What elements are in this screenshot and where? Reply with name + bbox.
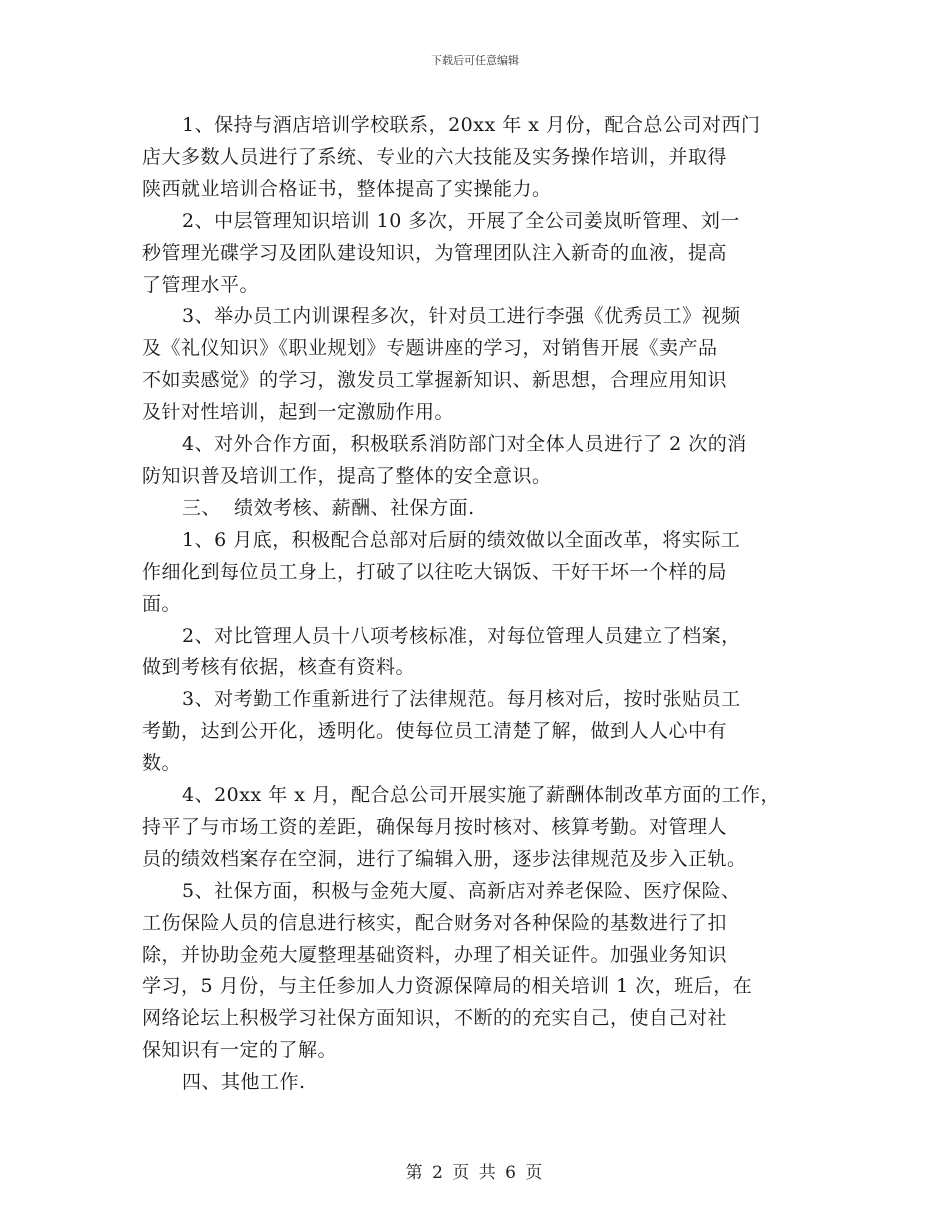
paragraph-line: 员的绩效档案存在空洞，进行了编辑入册，逐步法律规范及步入正轨。 bbox=[142, 847, 747, 870]
paragraph-line: 数。 bbox=[142, 752, 182, 775]
paragraph-line: 5、社保方面，积极与金苑大厦、高新店对养老保险、医疗保险、 bbox=[182, 879, 741, 902]
paragraph-line: 考勤，达到公开化，透明化。使每位员工清楚了解，做到人人心中有 bbox=[142, 720, 728, 743]
paragraph-line: 网络论坛上积极学习社保方面知识，不断的的充实自己，使自己对社 bbox=[142, 1007, 728, 1030]
document-body bbox=[142, 110, 812, 1099]
paragraph-line: 持平了与市场工资的差距，确保每月按时核对、核算考勤。对管理人 bbox=[142, 815, 728, 838]
page-footer: 第 2 页 共 6 页 bbox=[405, 1163, 545, 1183]
paragraph-line: 秒管理光碟学习及团队建设知识，为管理团队注入新奇的血液，提高 bbox=[142, 241, 728, 264]
paragraph-line: 1、6 月底，积极配合总部对后厨的绩效做以全面改革，将实际工 bbox=[182, 528, 741, 551]
paragraph-line: 及《礼仪知识》《职业规划》专题讲座的学习，对销售开展《卖产品 bbox=[142, 337, 718, 360]
paragraph-line: 4、对外合作方面，积极联系消防部门对全体人员进行了 2 次的消 bbox=[182, 433, 747, 456]
paragraph-line: 防知识普及培训工作，提高了整体的安全意识。 bbox=[142, 464, 552, 487]
section-heading: 三、 绩效考核、薪酬、社保方面. bbox=[182, 496, 475, 519]
paragraph-line: 4、20xx 年 x 月，配合总公司开展实施了薪酬体制改革方面的工作， bbox=[182, 784, 781, 807]
paragraph-line: 3、举办员工内训课程多次，针对员工进行李强《优秀员工》视频 bbox=[182, 305, 741, 328]
paragraph-line: 作细化到每位员工身上，打破了以往吃大锅饭、干好干坏一个样的局 bbox=[142, 560, 728, 583]
paragraph-line: 3、对考勤工作重新进行了法律规范。每月核对后，按时张贴员工 bbox=[182, 688, 741, 711]
paragraph-line: 保知识有一定的了解。 bbox=[142, 1039, 338, 1062]
paragraph-line: 2、中层管理知识培训 10 多次，开展了全公司姜岚昕管理、刘一 bbox=[182, 209, 740, 232]
paragraph-line: 了管理水平。 bbox=[142, 273, 260, 296]
paragraph-line: 店大多数人员进行了系统、专业的六大技能及实务操作培训，并取得 bbox=[142, 145, 728, 168]
paragraph-line: 陕西就业培训合格证书，整体提高了实操能力。 bbox=[142, 177, 552, 200]
paragraph-line: 学习，5 月份，与主任参加人力资源保障局的相关培训 1 次，班后，在 bbox=[142, 975, 753, 998]
paragraph-line: 面。 bbox=[142, 592, 182, 615]
section-heading: 四、其他工作. bbox=[182, 1071, 306, 1094]
paragraph-line: 做到考核有依据，核查有资料。 bbox=[142, 656, 416, 679]
paragraph-line: 除，并协助金苑大厦整理基础资料，办理了相关证件。加强业务知识 bbox=[142, 943, 728, 966]
paragraph-line: 及针对性培训，起到一定激励作用。 bbox=[142, 401, 455, 424]
paragraph-line: 2、对比管理人员十八项考核标准，对每位管理人员建立了档案， bbox=[182, 624, 741, 647]
page-header: 下载后可任意编辑 bbox=[431, 54, 519, 67]
paragraph-line: 工伤保险人员的信息进行核实，配合财务对各种保险的基数进行了扣 bbox=[142, 911, 728, 934]
paragraph-line: 1、保持与酒店培训学校联系，20xx 年 x 月份，配合总公司对西门 bbox=[182, 114, 761, 136]
paragraph-line: 不如卖感觉》的学习，激发员工掌握新知识、新思想，合理应用知识 bbox=[142, 369, 728, 392]
